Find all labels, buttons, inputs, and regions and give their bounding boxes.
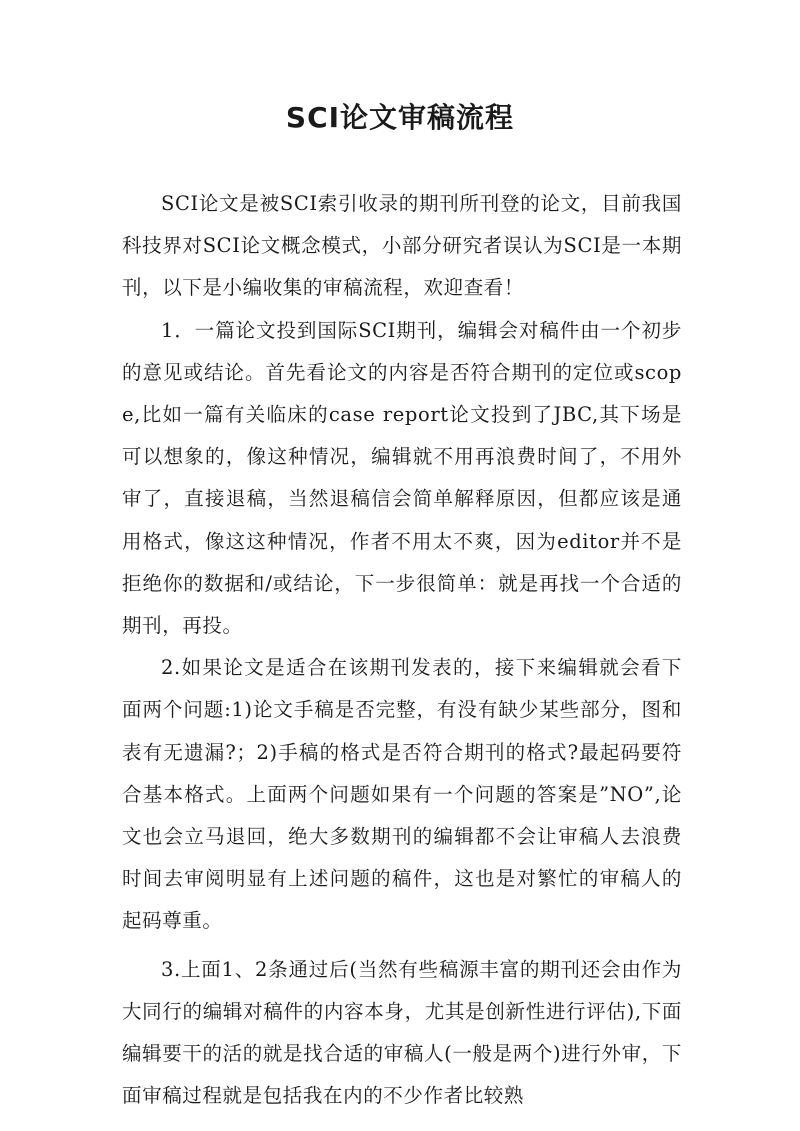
paragraph-step-1: 1．一篇论文投到国际SCI期刊，编辑会对稿件由一个初步的意见或结论。首先看论文的内容是否符合期刊的定位或scope,比如一篇有关临床的case report论文投到了JBC,其下场是可以想象的，像这种情况，编辑就不用再浪费时间了，不用外审了，直接退稿，当然退稿信会简单解释原因，但都应该是通用格式，像这这种情况，作者不用太不爽，因为editor并不是拒绝你的数据和/或结论，下一步很简单：就是再找一个合适的期刊，再投。 xyxy=(122,318,682,638)
paragraph-step-2: 2.如果论文是适合在该期刊发表的，接下来编辑就会看下面两个问题:1)论文手稿是否完整，有没有缺少某些部分，图和表有无遗漏?；2)手稿的格式是否符合期刊的格式?最起码要符合基本格式。上面两个问题如果有一个问题的答案是”NO”,论文也会立马退回，绝大多数期刊的编辑都不会让审稿人去浪费时间去审阅明显有上述问题的稿件，这也是对繁忙的审稿人的起码尊重。 xyxy=(122,656,682,933)
document-body xyxy=(122,183,682,1117)
document-title: SCI论文审稿流程 xyxy=(285,101,515,134)
paragraph-step-3: 3.上面1、2条通过后(当然有些稿源丰富的期刊还会由作为大同行的编辑对稿件的内容本身，尤其是创新性进行评估),下面编辑要干的活的就是找合适的审稿人(一般是两个)进行外审，下面审稿过程就是包括我在内的不少作者比较熟 xyxy=(122,957,682,1108)
paragraph-intro: SCI论文是被SCI索引收录的期刊所刊登的论文，目前我国科技界对SCI论文概念模式，小部分研究者误认为SCI是一本期刊，以下是小编收集的审稿流程，欢迎查看！ xyxy=(122,192,682,300)
